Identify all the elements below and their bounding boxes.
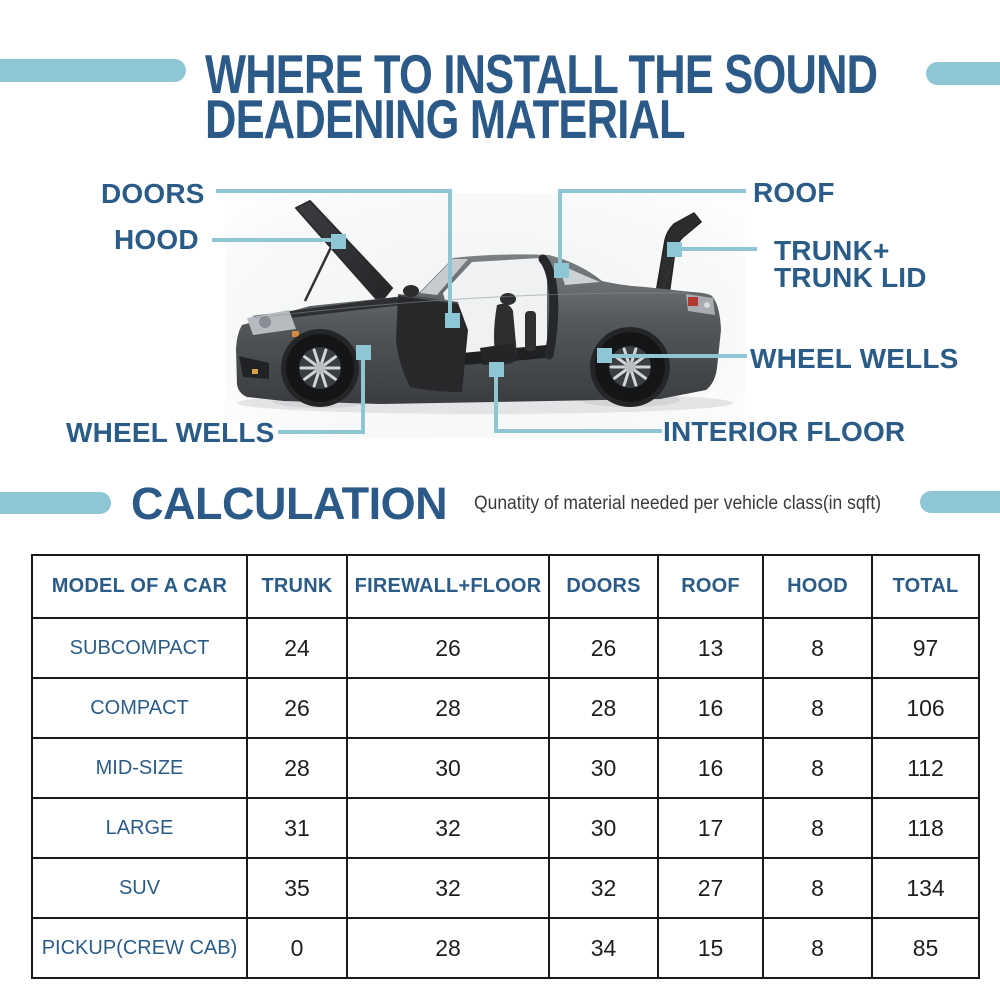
cell-value: 27 [658, 858, 763, 918]
interior-floor-leader-h [494, 429, 662, 433]
cell-value: 8 [763, 738, 872, 798]
table-row [32, 738, 979, 798]
table-row [32, 918, 979, 978]
col-header-total: TOTAL [872, 555, 979, 618]
trunk-marker [667, 242, 682, 257]
hood-leader-line [212, 238, 334, 242]
callout-label-roof: ROOF [753, 177, 835, 208]
cell-value: 34 [549, 918, 658, 978]
wheel-wells-left-leader-v [361, 355, 365, 434]
row-label-compact: COMPACT [32, 678, 247, 738]
cell-value: 24 [247, 618, 347, 678]
col-header-doors: DOORS [549, 555, 658, 618]
col-header-roof: ROOF [658, 555, 763, 618]
cell-value: 13 [658, 618, 763, 678]
cell-value: 17 [658, 798, 763, 858]
cell-value: 32 [549, 858, 658, 918]
cell-value: 97 [872, 618, 979, 678]
callout-label-trunk-plus: TRUNK+ [774, 235, 890, 266]
trunk-leader-line [681, 247, 757, 251]
cell-value: 8 [763, 798, 872, 858]
col-header-model: MODEL OF A CAR [32, 555, 247, 618]
calculation-subtitle: Qunatity of material needed per vehicle class(in sqft) [474, 493, 882, 514]
cell-value: 16 [658, 738, 763, 798]
cell-value: 112 [872, 738, 979, 798]
wheel-wells-left-marker [356, 345, 371, 360]
calculation-heading: CALCULATION [131, 478, 448, 529]
table-row [32, 678, 979, 738]
cell-value: 8 [763, 678, 872, 738]
cell-value: 35 [247, 858, 347, 918]
cell-value: 8 [763, 918, 872, 978]
cell-value: 118 [872, 798, 979, 858]
doors-leader-line-v [448, 189, 452, 317]
cell-value: 134 [872, 858, 979, 918]
cell-value: 32 [347, 858, 549, 918]
roof-marker [554, 263, 569, 278]
wheel-wells-right-marker [597, 348, 612, 363]
calculation-table [31, 554, 980, 979]
wheel-wells-right-leader [612, 354, 747, 358]
hood-marker [331, 234, 346, 249]
title-accent-bar-left [0, 59, 186, 82]
cell-value: 30 [549, 738, 658, 798]
cell-value: 30 [347, 738, 549, 798]
cell-value: 26 [247, 678, 347, 738]
side-mirror [403, 285, 419, 297]
cell-value: 28 [347, 918, 549, 978]
page-title-line2: DEADENING MATERIAL [205, 88, 685, 150]
headrest [500, 293, 516, 305]
cell-value: 0 [247, 918, 347, 978]
cell-value: 31 [247, 798, 347, 858]
taillight-lens [704, 302, 710, 308]
wheel-wells-left-leader-h [278, 430, 363, 434]
rear-seat [525, 311, 536, 351]
cell-value: 28 [549, 678, 658, 738]
doors-marker [445, 313, 460, 328]
row-label-suv: SUV [32, 858, 247, 918]
taillight-red [688, 297, 698, 306]
cell-value: 85 [872, 918, 979, 978]
cell-value: 8 [763, 858, 872, 918]
page-title-line1: WHERE TO INSTALL THE SOUND [205, 43, 878, 105]
table-row [32, 858, 979, 918]
cell-value: 28 [347, 678, 549, 738]
cell-value: 26 [549, 618, 658, 678]
callout-label-wheel-wells-left: WHEEL WELLS [66, 417, 275, 448]
row-label-large: LARGE [32, 798, 247, 858]
cell-value: 106 [872, 678, 979, 738]
row-label-mid-size: MID-SIZE [32, 738, 247, 798]
callout-label-trunk-lid: TRUNK LID [774, 262, 927, 293]
car-open-door-panel [396, 295, 468, 392]
front-hub [315, 363, 326, 374]
calc-accent-bar-left [0, 492, 111, 514]
roof-leader-line-h [558, 189, 746, 193]
cell-value: 30 [549, 798, 658, 858]
col-header-firewall-floor: FIREWALL+FLOOR [347, 555, 549, 618]
col-header-trunk: TRUNK [247, 555, 347, 618]
interior-floor-leader-v [494, 376, 498, 433]
callout-label-hood: HOOD [114, 224, 199, 255]
car-illustration [225, 193, 745, 438]
cell-value: 28 [247, 738, 347, 798]
cell-value: 8 [763, 618, 872, 678]
cell-value: 15 [658, 918, 763, 978]
row-label-subcompact: SUBCOMPACT [32, 618, 247, 678]
fog-light [252, 369, 258, 374]
roof-leader-line-v [558, 189, 562, 268]
table-row [32, 798, 979, 858]
rear-hub [625, 362, 636, 373]
cell-value: 26 [347, 618, 549, 678]
callout-label-wheel-wells-right: WHEEL WELLS [750, 343, 959, 374]
table-row [32, 618, 979, 678]
cell-value: 16 [658, 678, 763, 738]
callout-label-interior-floor: INTERIOR FLOOR [663, 416, 906, 447]
table-header-row [32, 555, 979, 618]
col-header-hood: HOOD [763, 555, 872, 618]
cell-value: 32 [347, 798, 549, 858]
callout-label-doors: DOORS [101, 178, 205, 209]
doors-leader-line-h [216, 189, 450, 193]
row-label-pickup: PICKUP(CREW CAB) [32, 918, 247, 978]
calc-accent-bar-right [920, 491, 1000, 513]
title-accent-bar-right [926, 62, 1000, 85]
headlight-lens [259, 316, 271, 328]
interior-floor-marker [489, 362, 504, 377]
